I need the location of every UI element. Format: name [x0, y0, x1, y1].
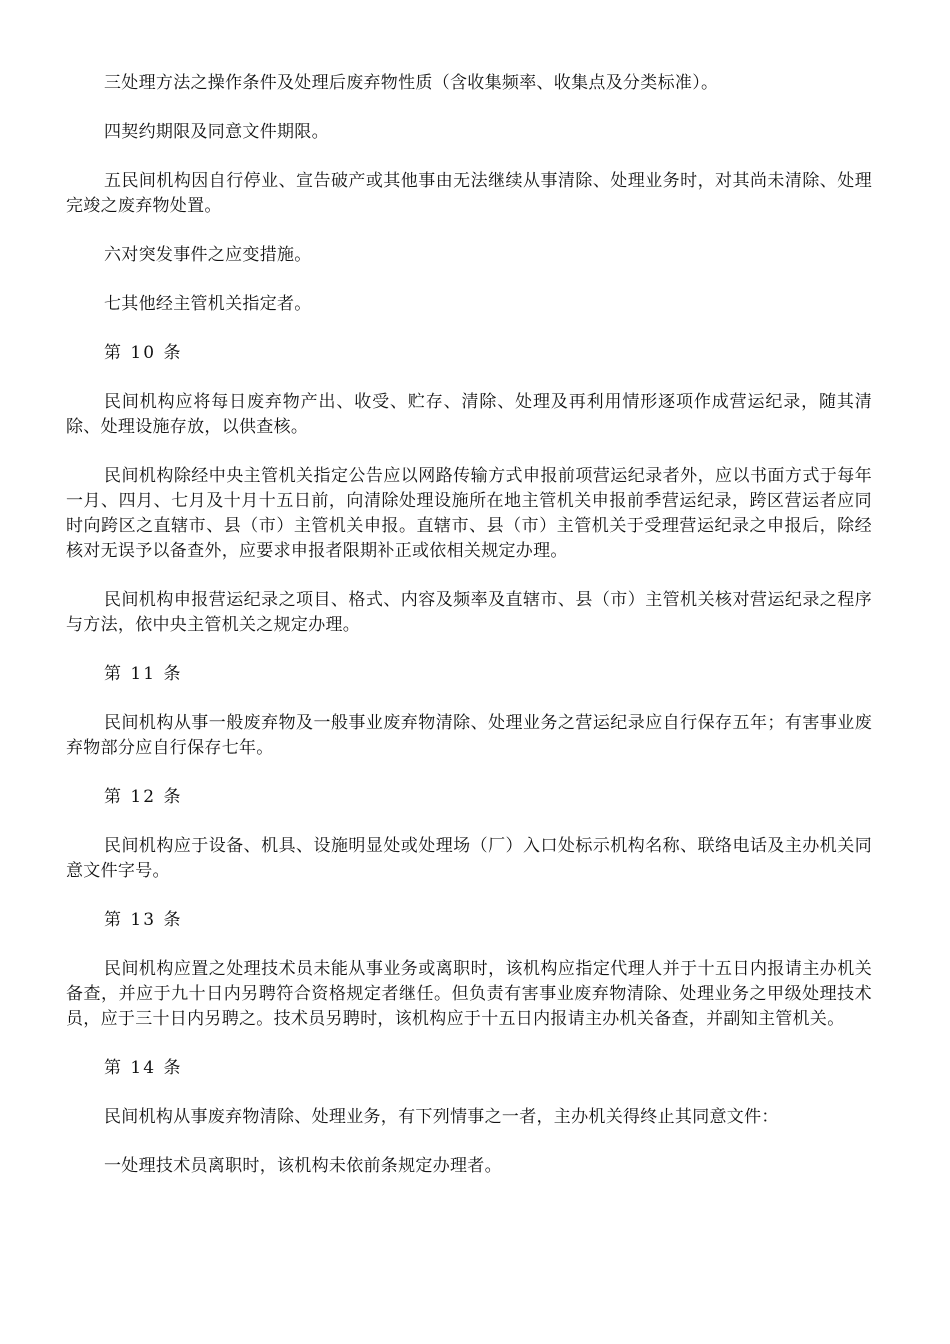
item-seven-paragraph: 七其他经主管机关指定者。 [104, 294, 312, 314]
item-three-paragraph: 三处理方法之操作条件及处理后废弃物性质（含收集频率、收集点及分类标准）。 [104, 73, 719, 93]
item-five-paragraph: 五民间机构因自行停业、宣告破产或其他事由无法继续从事清除、处理业务时，对其尚未清除、处理完竣之废弃物处置。 [66, 171, 872, 216]
article-10-paragraph-1: 民间机构应将每日废弃物产出、收受、贮存、清除、处理及再利用情形逐项作成营运纪录，随其清除、处理设施存放，以供查核。 [66, 392, 872, 437]
document-body [66, 71, 872, 1203]
article-10-paragraph-3: 民间机构申报营运纪录之项目、格式、内容及频率及直辖市、县（市）主管机关核对营运纪录之程序与方法，依中央主管机关之规定办理。 [66, 590, 872, 635]
item-six-paragraph: 六对突发事件之应变措施。 [104, 245, 312, 265]
article-14-item-one: 一处理技术员离职时，该机构未依前条规定办理者。 [104, 1156, 502, 1176]
article-14-paragraph: 民间机构从事废弃物清除、处理业务，有下列情事之一者，主办机关得终止其同意文件： [104, 1107, 779, 1127]
article-14-heading: 第 14 条 [104, 1058, 183, 1078]
article-10-heading: 第 10 条 [104, 343, 183, 363]
item-four-paragraph: 四契约期限及同意文件期限。 [104, 122, 329, 142]
article-12-paragraph: 民间机构应于设备、机具、设施明显处或处理场（厂）入口处标示机构名称、联络电话及主办机关同意文件字号。 [66, 836, 872, 881]
article-11-paragraph: 民间机构从事一般废弃物及一般事业废弃物清除、处理业务之营运纪录应自行保存五年；有害事业废弃物部分应自行保存七年。 [66, 713, 872, 758]
article-12-heading: 第 12 条 [104, 787, 183, 807]
article-10-paragraph-2: 民间机构除经中央主管机关指定公告应以网路传输方式申报前项营运纪录者外，应以书面方式于每年一月、四月、七月及十月十五日前，向清除处理设施所在地主管机关申报前季营运纪录，跨区营运者应同时向跨区之直辖市、县（市）主管机关申报。直辖市、县（市）主管机关于受理营运纪录之申报后，除经核对无误予以备查外，应要求申报者限期补正或依相关规定办理。 [66, 466, 872, 561]
article-11-heading: 第 11 条 [104, 664, 183, 684]
article-13-paragraph: 民间机构应置之处理技术员未能从事业务或离职时，该机构应指定代理人并于十五日内报请主办机关备查，并应于九十日内另聘符合资格规定者继任。但负责有害事业废弃物清除、处理业务之甲级处理技术员，应于三十日内另聘之。技术员另聘时，该机构应于十五日内报请主办机关备查，并副知主管机关。 [66, 959, 872, 1029]
article-13-heading: 第 13 条 [104, 910, 183, 930]
